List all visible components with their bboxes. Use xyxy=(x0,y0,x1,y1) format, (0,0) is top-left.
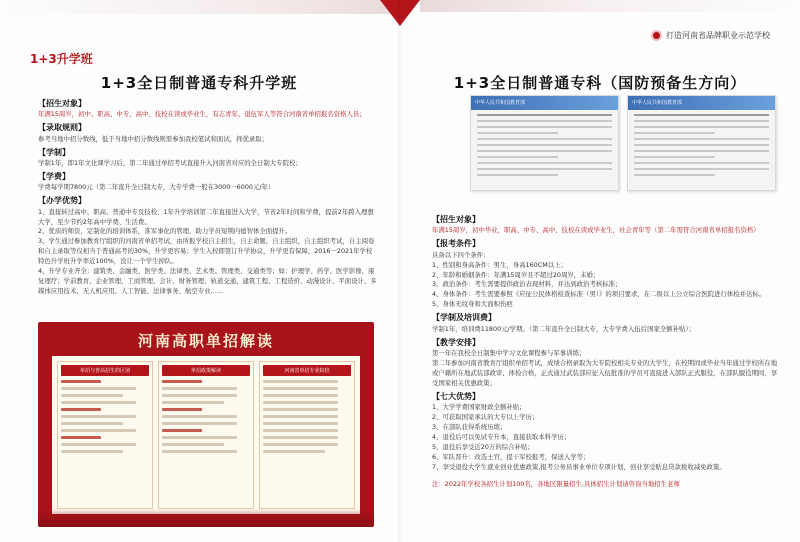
left-column xyxy=(38,96,378,297)
policy-document-1 xyxy=(470,95,619,191)
advantage-item: 7、享受退役大学生就业创业优惠政策,报考公务员事业单位专项计划，创业享受贴息贷款税收减免政策。 xyxy=(432,462,726,471)
enrollment-note: 注：2022年学校各招生计划100名，各地区限量招生,具体招生计划请咨询当地招生老师 xyxy=(432,480,680,489)
left-enroll-target-heading: 【招生对象】 xyxy=(38,99,86,108)
policy-documents xyxy=(470,95,776,191)
left-title: 1+3全日制普通专科升学班 xyxy=(100,74,298,92)
condition-item: 2、年龄和婚姻条件：年满15周岁且不超过20周岁，未婚； xyxy=(432,270,600,279)
right-enroll-target-heading: 【招生对象】 xyxy=(432,215,480,224)
advantage-3: 3、学生通过参加教育厅组织的河南省单招考试，由所报学校自主招生，自主命题，自主组织，自主组织考试，自主阅卷和自主录取等仅相当于普通高考的30%，升学更容易；学生入校即签订升学协议，升学更有保障，2016一2021年学校特色升学班升学率近100%，没让一个学生掉队。 xyxy=(38,237,375,266)
conditions-intro: 具备以下四个条件： xyxy=(432,250,490,259)
teaching-plan-1: 第一年在我校全日制集中学习文化课程参与军事训练； xyxy=(432,348,586,357)
doc1-header: 中华人民共和国教育部 xyxy=(471,96,618,110)
application-conditions-heading: 【报考条件】 xyxy=(432,239,480,249)
advantage-1: 1、直接转过高中、职高、普通中专及技校、1年升学培训第二年直接进入大学，节省2年时间和学费，提前2年跨入理想大学，至少节约2年高中学费、生活费。 xyxy=(38,207,374,226)
condition-item: 4、身体条件：考生需要参照《应征公民体格检查标准（男）》的项目要求，在二级以上公立综合医院进行体检并达标。 xyxy=(432,290,766,299)
advantage-item: 4、退役后可以免试专升本，直接获取本科学历； xyxy=(432,432,571,441)
tuition-text: 学费每学期7800元（第二年直升全日制大专，大专学费一般在3000一6000元/年） xyxy=(38,183,275,192)
poster-column-1-head: 单招与普高招生的区别 xyxy=(61,365,149,376)
top-left-decor xyxy=(0,0,398,14)
training-fee-text: 学制1年，培训费11800元/学期。（第二年直升全日制大专，大专学费入伍后国家全额补贴）； xyxy=(432,324,695,333)
training-fee-heading: 【学制及培训费】 xyxy=(432,313,496,323)
condition-item: 3、政治条件：考生需要提供政治表现材料，并达到政治考核标准； xyxy=(432,280,622,289)
doc2-header: 中华人民共和国教育部 xyxy=(628,96,775,110)
condition-item: 5、身体无纹身和大面积伤疤 xyxy=(432,300,513,309)
advantage-item: 2、可获取国家承认的大专以上学历； xyxy=(432,412,539,421)
admission-rules-text: 参考当地中招分数线，低于当地中招分数线则需参加我校笔试和面试，择优录取； xyxy=(38,134,269,143)
advantage-item: 3、在部队获得系统历练； xyxy=(432,422,507,431)
poster-title: 河南高职单招解读 xyxy=(137,332,274,350)
poster-column-3-head: 河南省单招专业院校 xyxy=(263,365,351,376)
top-right-decor xyxy=(420,0,800,12)
poster-column-2-head: 单招政策解读 xyxy=(162,365,250,376)
advantage-4: 4、升学专业齐全：建筑类、金融类、医学类、法律类、艺术类、管理类、交通类等；如：护理学、药学、医学影像、康复理疗；学前教育、企业管理、工商管理、会计、财务管理、轨道交通、建筑工程、工程造价、动漫设计、平面设计、多媒体应用技术、无人机应用、人工智能、法律事务、航空专业…… xyxy=(38,267,377,296)
left-enroll-target-text: 年满15周岁，初中、职高、中专、高中、技校在读或毕业生，有志青年、退伍军人等符合河南省单招报名资格人员； xyxy=(38,110,366,119)
advantage-2: 2、优质的师资，定制化的培训体系，准军事化的管理，助力学员短期内德智体全面提升。 xyxy=(38,227,292,236)
program-length-heading: 【学制】 xyxy=(38,147,70,157)
policy-document-2 xyxy=(627,95,776,191)
admission-rules-heading: 【录取规则】 xyxy=(38,123,86,133)
brand-header xyxy=(651,30,770,41)
brand-text: 打造河南省品牌职业示范学校 xyxy=(666,31,770,40)
teaching-plan-heading: 【教学安排】 xyxy=(432,337,480,347)
poster-column-1 xyxy=(57,361,153,509)
teaching-plan-2: 第二年参加河南省教育厅组织单招考试，成绩合格录取为大专院校相关专业的大学生，在校期间或毕业当年通过学校所在地或户籍所在地武装部政审、体检合格，正式通过武装部应征入伍批准的学员可直接进入部队正式服役，在部队服役期间，享受国家相关优惠政策； xyxy=(432,358,778,387)
advantage-item: 6、军队晋升：改选士官，提干军校报考，保送入学等； xyxy=(432,452,590,461)
advantage-item: 5、退役后享受近20万的综合补贴； xyxy=(432,442,534,451)
poster-wave-decor xyxy=(38,509,374,527)
poster-column-2 xyxy=(158,361,254,509)
right-column xyxy=(432,212,778,490)
right-enroll-target-text: 年满15周岁，初中毕业，职高、中专、高中、技校在读或毕业生，社会青年等（第二年需符合河南省单招报名资格） xyxy=(432,226,760,235)
school-logo-icon xyxy=(651,30,662,41)
tuition-heading: 【学费】 xyxy=(38,171,70,181)
advantage-item: 1、大学学费国家财政全额补贴； xyxy=(432,403,526,412)
section-tag: 1+3升学班 xyxy=(30,52,93,66)
condition-item: 1、性别和身高条件：男生，身高160CM以上； xyxy=(432,260,567,269)
right-title: 1+3全日制普通专科（国防预备生方向） xyxy=(453,74,747,92)
seven-advantages-heading: 【七大优势】 xyxy=(432,391,480,401)
school-advantages-heading: 【办学优势】 xyxy=(38,196,86,206)
poster-column-3 xyxy=(259,361,355,509)
program-length-text: 学制1年，即1年文化课学习后，第二年通过单招考试直接升入河南省对应的全日制大专院校； xyxy=(38,159,302,168)
single-enrollment-poster xyxy=(38,322,374,527)
poster-body xyxy=(52,356,360,514)
